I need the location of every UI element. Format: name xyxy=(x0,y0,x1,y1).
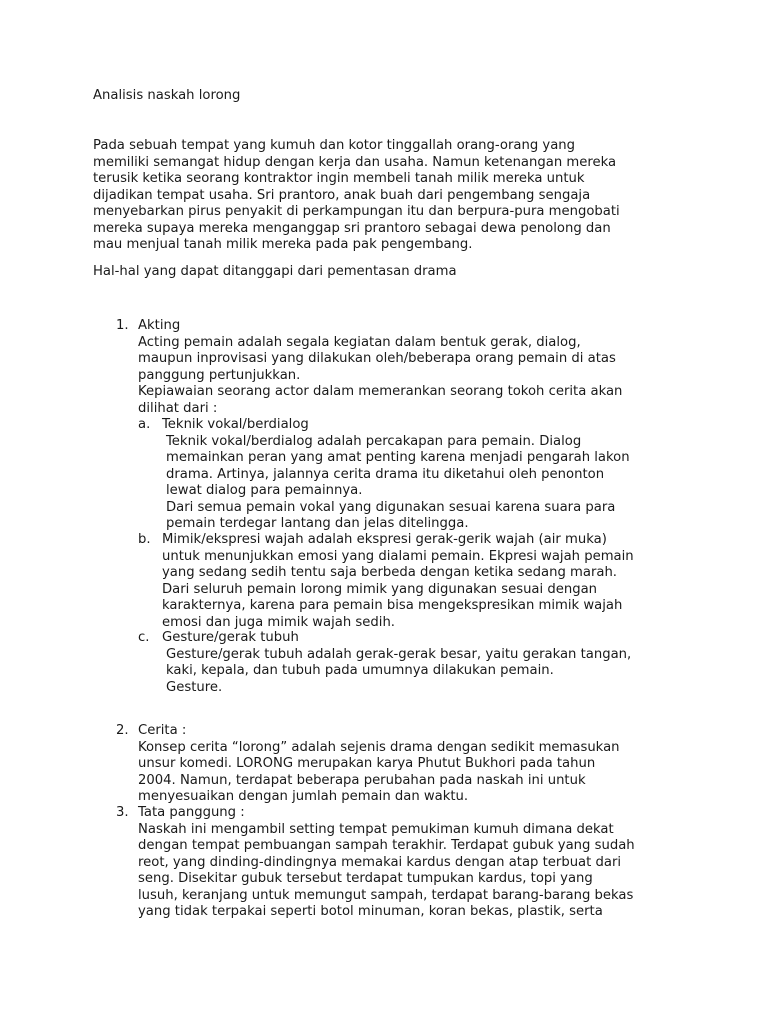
list-item-line: reot, yang dinding-dindingnya memakai kardus dengan atap terbuat dari xyxy=(138,854,622,870)
sublist-line: yang sedang sedih tentu saja berbeda dengan ketika sedang marah. xyxy=(162,565,617,580)
sublist-letter: b. xyxy=(138,532,151,547)
document-title: Analisis naskah lorong xyxy=(93,88,241,103)
sublist-line: emosi dan juga mimik wajah sedih. xyxy=(162,614,396,630)
list-item-line: dengan tempat pembuangan sampah terakhir. Terdapat gubuk yang sudah xyxy=(138,838,635,853)
sublist-line: Gesture/gerak tubuh adalah gerak-gerak besar, yaitu gerakan tangan, xyxy=(166,646,632,662)
intro-line: mau menjual tanah milik mereka pada pak pengembang. xyxy=(93,237,473,252)
list-item-line: yang tidak terpakai seperti botol minuman, koran bekas, plastik, serta xyxy=(138,904,603,919)
list-number: 3. xyxy=(116,805,129,820)
sublist-line: Teknik vokal/berdialog adalah percakapan para pemain. Dialog xyxy=(166,433,582,449)
list-item-line: Naskah ini mengambil setting tempat pemukiman kumuh dimana dekat xyxy=(138,821,614,837)
sublist-line: drama. Artinya, jalannya cerita drama itu diketahui oleh penonton xyxy=(166,466,605,482)
list-item-line: lusuh, keranjang untuk memungut sampah, terdapat barang-barang bekas xyxy=(138,887,634,903)
sublist-line: kaki, kepala, dan tubuh pada umumnya dilakukan pemain. xyxy=(166,663,554,678)
list-item-line: menyesuaikan dengan jumlah pemain dan waktu. xyxy=(138,789,469,804)
list-item-line: Acting pemain adalah segala kegiatan dalam bentuk gerak, dialog, xyxy=(138,334,581,350)
sublist-line: Dari seluruh pemain lorong mimik yang digunakan sesuai dengan xyxy=(162,581,598,597)
list-number: 1. xyxy=(116,318,129,333)
subheading: Hal-hal yang dapat ditanggapi dari pementasan drama xyxy=(93,264,457,279)
list-item-heading: Cerita : xyxy=(138,723,187,738)
intro-line: dijadikan tempat usaha. Sri prantoro, anak buah dari pengembang sengaja xyxy=(93,187,591,203)
list-item-line: dilihat dari : xyxy=(138,400,218,416)
sublist-letter: c. xyxy=(138,630,150,645)
sublist-heading: Teknik vokal/berdialog xyxy=(162,417,309,432)
intro-line: mereka supaya mereka menganggap sri prantoro sebagai dewa penolong dan xyxy=(93,220,611,236)
sublist-heading: Mimik/ekspresi wajah adalah ekspresi gerak-gerik wajah (air muka) xyxy=(162,532,607,547)
list-item-line: maupun inprovisasi yang dilakukan oleh/beberapa orang pemain di atas xyxy=(138,351,616,366)
intro-line: terusik ketika seorang kontraktor ingin membeli tanah milik mereka untuk xyxy=(93,171,585,186)
sublist-line: Gesture. xyxy=(166,679,223,695)
list-item-line: panggung pertunjukkan. xyxy=(138,367,301,383)
list-item-heading: Akting xyxy=(138,318,181,333)
list-item-line: unsur komedi. LORONG merupakan karya Phutut Bukhori pada tahun xyxy=(138,756,596,771)
sublist-line: memainkan peran yang amat penting karena menjadi pengarah lakon xyxy=(166,450,630,465)
sublist-line: untuk menunjukkan emosi yang dialami pemain. Ekpresi wajah pemain xyxy=(162,548,634,564)
list-item-line: Konsep cerita “lorong” adalah sejenis drama dengan sedikit memasukan xyxy=(138,739,620,755)
list-item-heading: Tata panggung : xyxy=(138,805,245,820)
intro-line: menyebarkan pirus penyakit di perkampungan itu dan berpura-pura mengobati xyxy=(93,204,620,219)
sublist-line: Dari semua pemain vokal yang digunakan sesuai karena suara para xyxy=(166,499,616,515)
sublist-line: lewat dialog para pemainnya. xyxy=(166,483,363,498)
list-item-line: 2004. Namun, terdapat beberapa perubahan pada naskah ini untuk xyxy=(138,772,586,788)
intro-line: memiliki semangat hidup dengan kerja dan usaha. Namun ketenangan mereka xyxy=(93,154,617,170)
sublist-line: pemain terdegar lantang dan jelas ditelingga. xyxy=(166,516,469,531)
list-number: 2. xyxy=(116,723,129,738)
sublist-heading: Gesture/gerak tubuh xyxy=(162,630,299,645)
list-item-line: seng. Disekitar gubuk tersebut terdapat tumpukan kardus, topi yang xyxy=(138,871,593,886)
list-item-line: Kepiawaian seorang actor dalam memerankan seorang tokoh cerita akan xyxy=(138,384,623,399)
sublist-letter: a. xyxy=(138,417,151,432)
intro-line: Pada sebuah tempat yang kumuh dan kotor tinggallah orang-orang yang xyxy=(93,138,575,153)
sublist-line: karakternya, karena para pemain bisa mengekspresikan mimik wajah xyxy=(162,598,623,613)
